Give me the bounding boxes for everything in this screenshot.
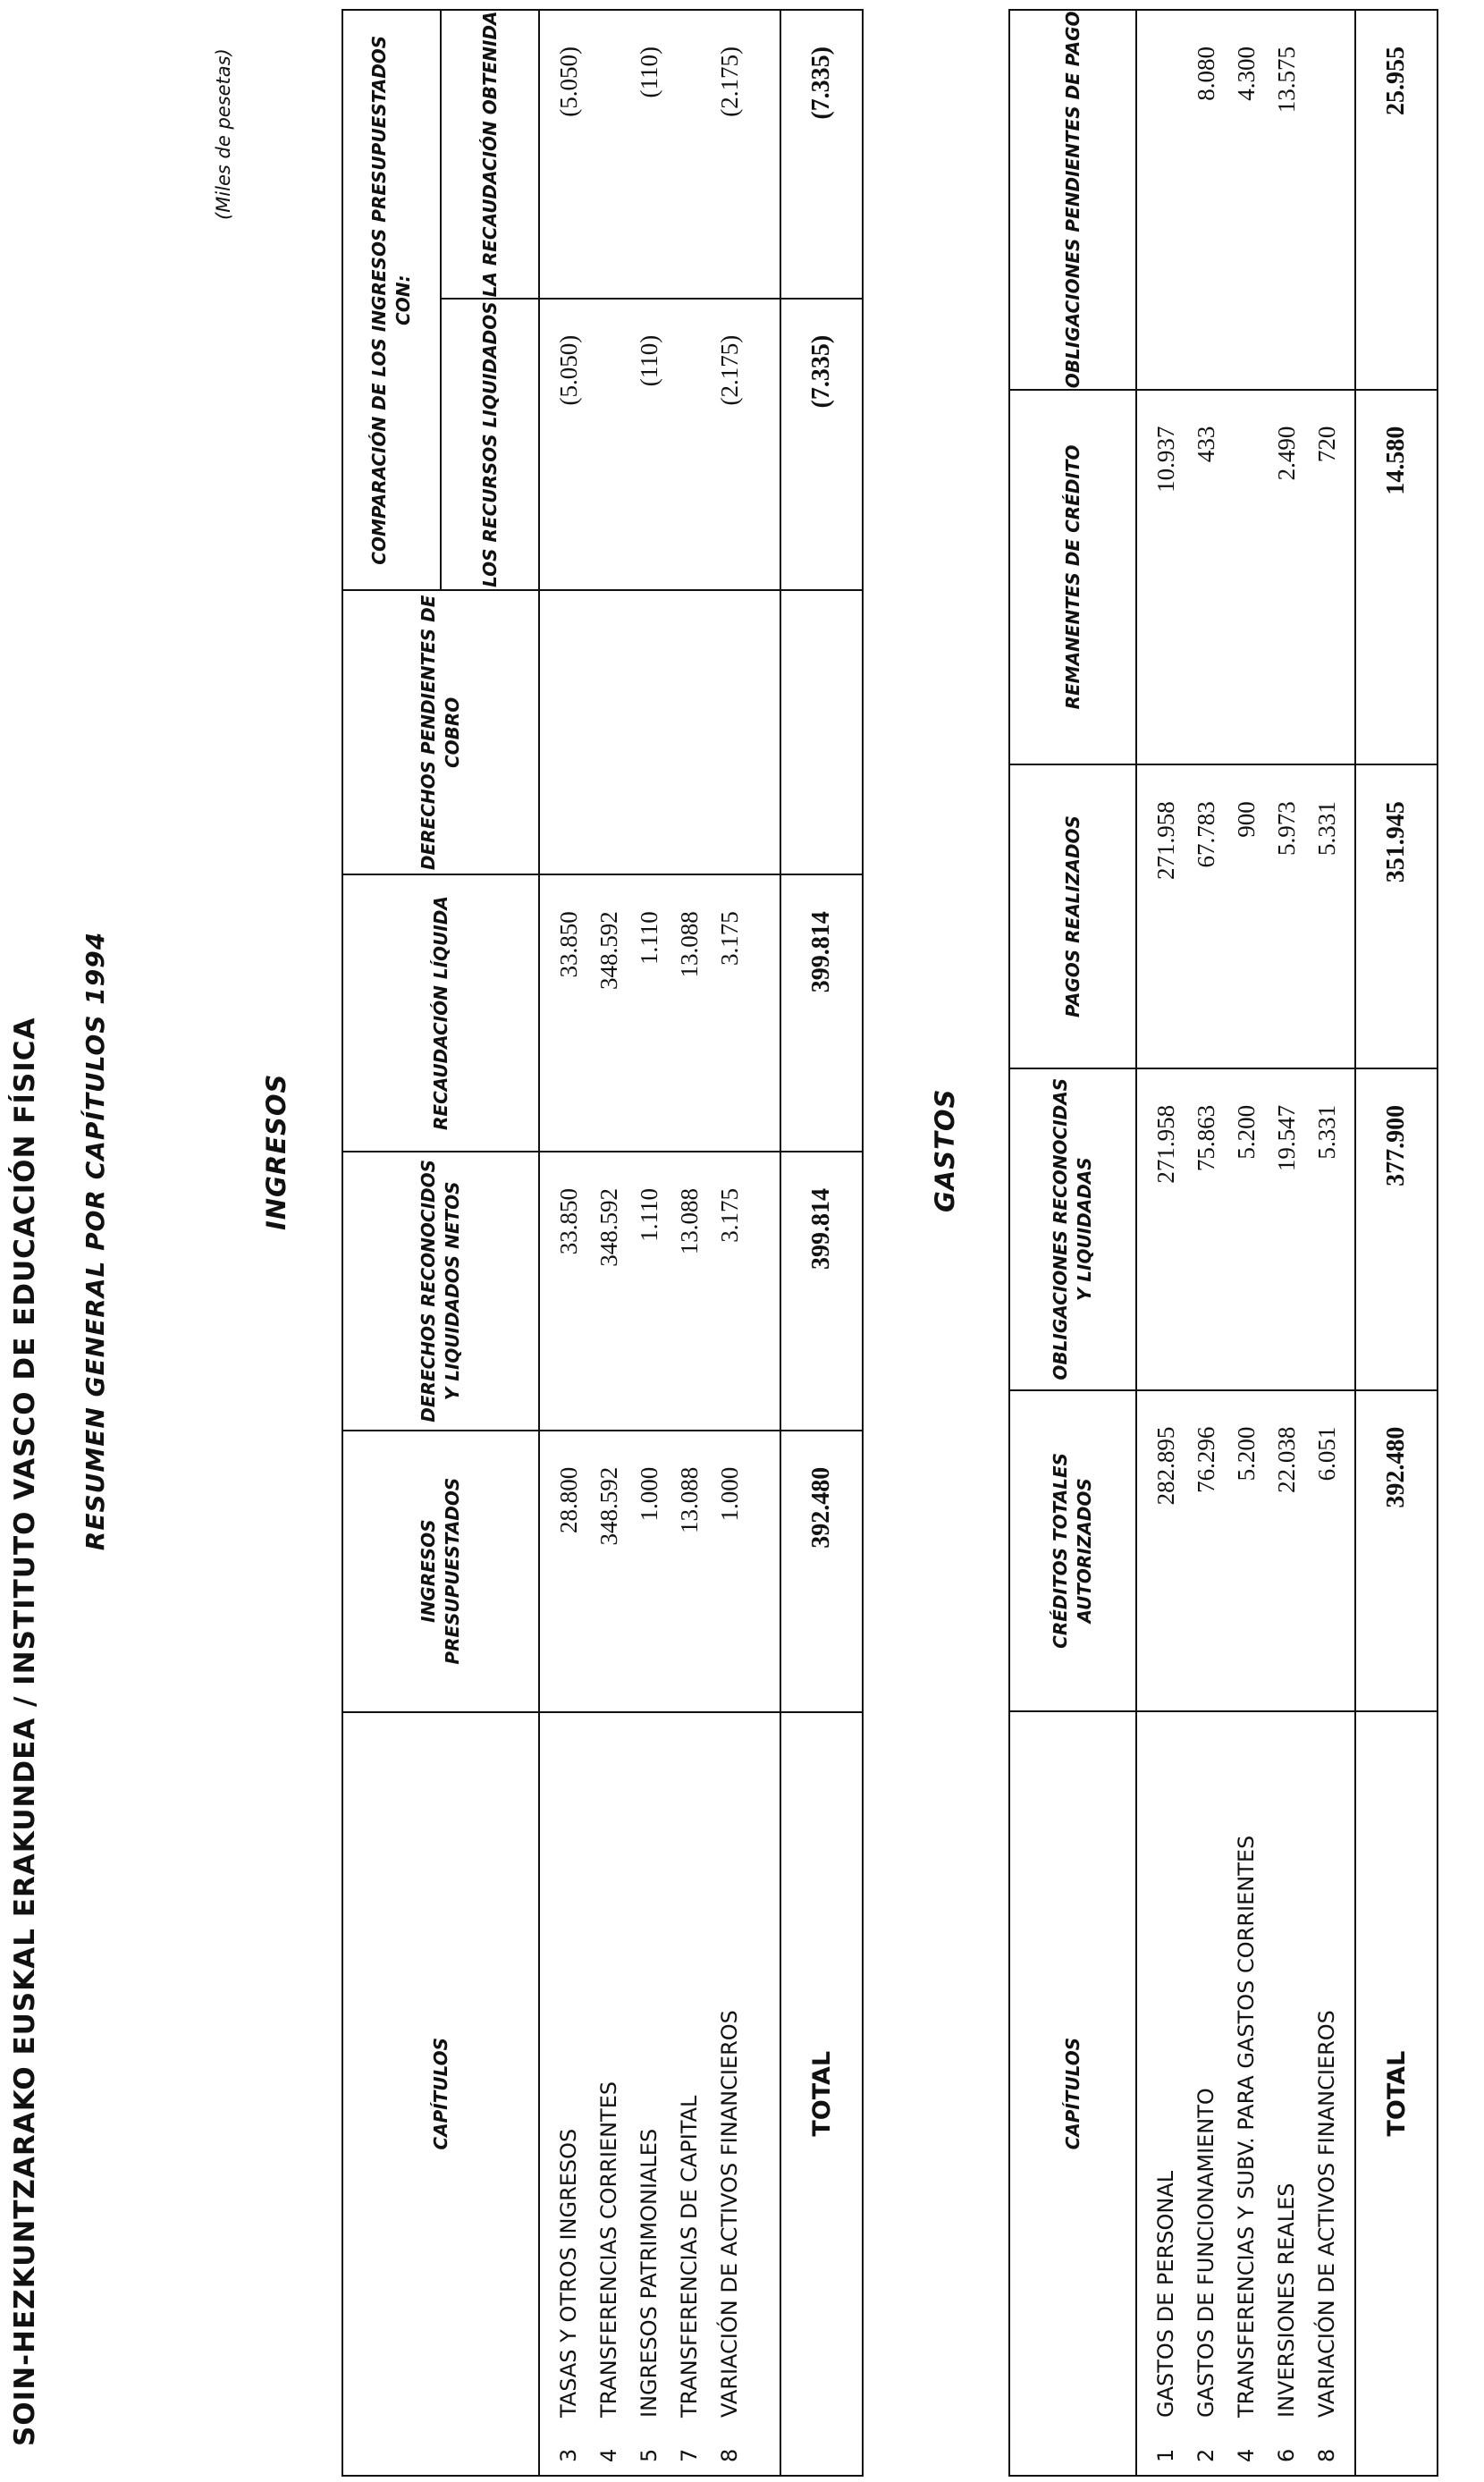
- ingresos-col-presupuestados: [549, 1431, 750, 1711]
- gastos-col-remanentes: [1146, 391, 1347, 764]
- page-subtitle: RESUMEN GENERAL POR CAPÍTULOS 1994: [80, 931, 110, 1551]
- ingresos-col-recursos: [549, 300, 750, 590]
- ingresos-header-capitulos: CAPÍTULOS: [342, 1712, 539, 2476]
- gastos-cell-creditos: 76.296: [1193, 1426, 1219, 1493]
- ingresos-cell-recaudacion: 3.175: [716, 911, 743, 966]
- gastos-cell-obligaciones: 5.200: [1233, 1104, 1260, 1160]
- ingresos-cell-recaudacion: 13.088: [676, 911, 703, 978]
- gastos-cell-pendientes: [1146, 11, 1186, 389]
- gastos-row-label: [1227, 1712, 1267, 2475]
- gastos-cell-pagos: 67.783: [1193, 801, 1219, 868]
- ingresos-total-recursos: (7.335): [780, 299, 863, 591]
- gastos-total-obligaciones: 377.900: [1355, 1068, 1438, 1390]
- gastos-row-labels: [1146, 1712, 1347, 2475]
- ingresos-header-recursos: LOS RECURSOS LIQUIDADOS: [441, 299, 539, 591]
- ingresos-cell-pendientes: [710, 591, 750, 874]
- chapter-number: 4: [1234, 2448, 1259, 2462]
- ingresos-header-pendientes: DERECHOS PENDIENTES DE COBRO: [342, 590, 539, 874]
- ingresos-cell-recursos: [589, 300, 629, 590]
- ingresos-cell-presupuestados: 348.592: [595, 1466, 622, 1546]
- ingresos-header-presupuestados: INGRESOS PRESUPUESTADOS: [342, 1431, 539, 1712]
- gastos-cell-creditos: 282.895: [1152, 1426, 1179, 1506]
- ingresos-cell-recursos: [670, 300, 710, 590]
- gastos-cell-pendientes: 13.575: [1273, 46, 1300, 114]
- gastos-cell-obligaciones: 5.331: [1313, 1104, 1340, 1160]
- gastos-cell-creditos: 6.051: [1313, 1426, 1340, 1482]
- chapter-label: TRANSFERENCIAS Y SUBV. PARA GASTOS CORRIENTES: [1234, 1835, 1259, 2418]
- chapter-number: 3: [556, 2448, 581, 2462]
- ingresos-cell-reconocidos: 1.110: [636, 1187, 662, 1242]
- gastos-cell-pendientes: 8.080: [1193, 46, 1219, 101]
- ingresos-table: [341, 9, 864, 2477]
- ingresos-col-reconocidos: [549, 1152, 750, 1430]
- ingresos-cell-presupuestados: 28.800: [555, 1466, 582, 1533]
- ingresos-cell-recursos: (2.175): [716, 334, 743, 406]
- gastos-cell-pagos: 5.973: [1273, 801, 1300, 856]
- chapter-number: 5: [637, 2448, 662, 2462]
- chapter-label: VARIACIÓN DE ACTIVOS FINANCIEROS: [717, 2010, 742, 2418]
- ingresos-cell-recaudacion: 348.592: [595, 911, 622, 990]
- gastos-cell-remanentes: 2.490: [1273, 426, 1300, 481]
- ingresos-total-reconocidos: 399.814: [780, 1152, 863, 1431]
- ingresos-total-label: TOTAL: [780, 1712, 863, 2476]
- chapter-number: 2: [1193, 2448, 1218, 2462]
- page-title: SOIN-HEZKUNTZARAKO EUSKAL ERAKUNDEA / INSTITUTO VASCO DE EDUCACIÓN FÍSICA: [9, 1017, 41, 2446]
- gastos-total-creditos: 392.480: [1355, 1390, 1438, 1712]
- chapter-number: 7: [677, 2448, 702, 2462]
- gastos-table: [1008, 9, 1438, 2477]
- ingresos-cell-obtenida: [589, 11, 629, 298]
- gastos-cell-remanentes: 433: [1193, 426, 1219, 463]
- gastos-row-label: [1146, 1712, 1186, 2475]
- gastos-col-pendientes: [1146, 11, 1347, 389]
- ingresos-header-comparacion: COMPARACIÓN DE LOS INGRESOS PRESUPUESTADOS CON:: [342, 10, 441, 590]
- gastos-cell-remanentes: [1227, 391, 1267, 764]
- ingresos-col-recaudacion: [549, 875, 750, 1151]
- ingresos-cell-presupuestados: 1.000: [716, 1466, 743, 1522]
- ingresos-cell-pendientes: [549, 591, 589, 874]
- gastos-cell-pagos: 5.331: [1313, 801, 1340, 856]
- gastos-row-label: [1267, 1712, 1307, 2475]
- ingresos-cell-recursos: (5.050): [555, 334, 582, 406]
- chapter-number: 8: [1314, 2448, 1339, 2462]
- gastos-total-pagos: 351.945: [1355, 764, 1438, 1068]
- ingresos-cell-obtenida: [670, 11, 710, 298]
- ingresos-total-presupuestados: 392.480: [780, 1431, 863, 1712]
- ingresos-row-labels: [549, 1713, 750, 2475]
- gastos-row-label: [1307, 1712, 1347, 2475]
- gastos-row-label: [1186, 1712, 1227, 2475]
- gastos-cell-obligaciones: 75.863: [1193, 1104, 1219, 1172]
- ingresos-header-reconocidos: DERECHOS RECONOCIDOS Y LIQUIDADOS NETOS: [342, 1152, 539, 1431]
- gastos-cell-pendientes: [1307, 11, 1347, 389]
- ingresos-total-recaudacion: 399.814: [780, 874, 863, 1152]
- ingresos-cell-obtenida: (2.175): [716, 46, 743, 117]
- chapter-number: 4: [596, 2448, 621, 2462]
- gastos-section-title: GASTOS: [930, 1088, 960, 1212]
- chapter-label: TRANSFERENCIAS DE CAPITAL: [677, 2095, 702, 2418]
- chapter-number: 6: [1274, 2448, 1299, 2462]
- ingresos-row-label: [710, 1713, 750, 2475]
- ingresos-cell-presupuestados: 1.000: [636, 1466, 662, 1522]
- ingresos-row-label: [629, 1713, 670, 2475]
- gastos-cell-remanentes: 10.937: [1152, 426, 1179, 493]
- gastos-cell-pendientes: 4.300: [1233, 46, 1260, 101]
- ingresos-cell-reconocidos: 33.850: [555, 1187, 582, 1255]
- ingresos-cell-reconocidos: 348.592: [595, 1187, 622, 1267]
- gastos-cell-pagos: 900: [1233, 801, 1260, 838]
- gastos-header-pendientes: OBLIGACIONES PENDIENTES DE PAGO: [1009, 10, 1136, 390]
- ingresos-cell-recursos: (110): [636, 334, 662, 387]
- gastos-cell-creditos: 22.038: [1273, 1426, 1300, 1493]
- chapter-label: GASTOS DE PERSONAL: [1153, 2170, 1178, 2418]
- ingresos-row-label: [670, 1713, 710, 2475]
- ingresos-cell-pendientes: [670, 591, 710, 874]
- gastos-total-pendientes: 25.955: [1355, 10, 1438, 390]
- chapter-number: 8: [717, 2448, 742, 2462]
- ingresos-header-obtenida: LA RECAUDACIÓN OBTENIDA: [441, 10, 539, 299]
- gastos-cell-pagos: 271.958: [1152, 801, 1179, 880]
- chapter-label: TRANSFERENCIAS CORRIENTES: [596, 2081, 621, 2418]
- gastos-col-pagos: [1146, 765, 1347, 1068]
- gastos-col-obligaciones: [1146, 1069, 1347, 1389]
- ingresos-cell-reconocidos: 13.088: [676, 1187, 703, 1255]
- chapter-label: TASAS Y OTROS INGRESOS: [556, 2128, 581, 2418]
- ingresos-cell-obtenida: (110): [636, 46, 662, 98]
- chapter-label: VARIACIÓN DE ACTIVOS FINANCIEROS: [1314, 2010, 1339, 2418]
- ingresos-cell-presupuestados: 13.088: [676, 1466, 703, 1533]
- ingresos-cell-recaudacion: 33.850: [555, 911, 582, 978]
- gastos-header-creditos: CRÉDITOS TOTALES AUTORIZADOS: [1009, 1390, 1136, 1712]
- gastos-cell-obligaciones: 19.547: [1273, 1104, 1300, 1172]
- chapter-label: INVERSIONES REALES: [1274, 2182, 1299, 2418]
- ingresos-header-recaudacion: RECAUDACIÓN LÍQUIDA: [342, 874, 539, 1152]
- gastos-header-pagos: PAGOS REALIZADOS: [1009, 764, 1136, 1068]
- ingresos-row-label: [589, 1713, 629, 2475]
- gastos-total-label: TOTAL: [1355, 1711, 1438, 2476]
- ingresos-row-label: [549, 1713, 589, 2475]
- gastos-cell-remanentes: 720: [1313, 426, 1340, 463]
- ingresos-col-pendientes: [549, 591, 750, 874]
- ingresos-total-pendientes: [780, 590, 863, 874]
- ingresos-cell-pendientes: [629, 591, 670, 874]
- chapter-number: 1: [1153, 2448, 1178, 2462]
- units-note: (Miles de pesetas): [213, 48, 234, 220]
- chapter-label: GASTOS DE FUNCIONAMIENTO: [1193, 2088, 1218, 2418]
- ingresos-cell-recaudacion: 1.110: [636, 911, 662, 965]
- ingresos-col-obtenida: [549, 11, 750, 298]
- gastos-header-obligaciones: OBLIGACIONES RECONOCIDAS Y LIQUIDADAS: [1009, 1068, 1136, 1390]
- gastos-header-remanentes: REMANENTES DE CRÉDITO: [1009, 390, 1136, 765]
- gastos-col-creditos: [1146, 1391, 1347, 1711]
- ingresos-cell-reconocidos: 3.175: [716, 1187, 743, 1243]
- gastos-cell-creditos: 5.200: [1233, 1426, 1260, 1482]
- gastos-header-capitulos: CAPÍTULOS: [1009, 1711, 1136, 2476]
- ingresos-cell-obtenida: (5.050): [555, 46, 582, 117]
- ingresos-section-title: INGRESOS: [261, 1073, 291, 1230]
- ingresos-cell-pendientes: [589, 591, 629, 874]
- ingresos-total-obtenida: (7.335): [780, 10, 863, 299]
- gastos-total-remanentes: 14.580: [1355, 390, 1438, 765]
- gastos-cell-obligaciones: 271.958: [1152, 1104, 1179, 1184]
- chapter-label: INGRESOS PATRIMONIALES: [637, 2128, 662, 2418]
